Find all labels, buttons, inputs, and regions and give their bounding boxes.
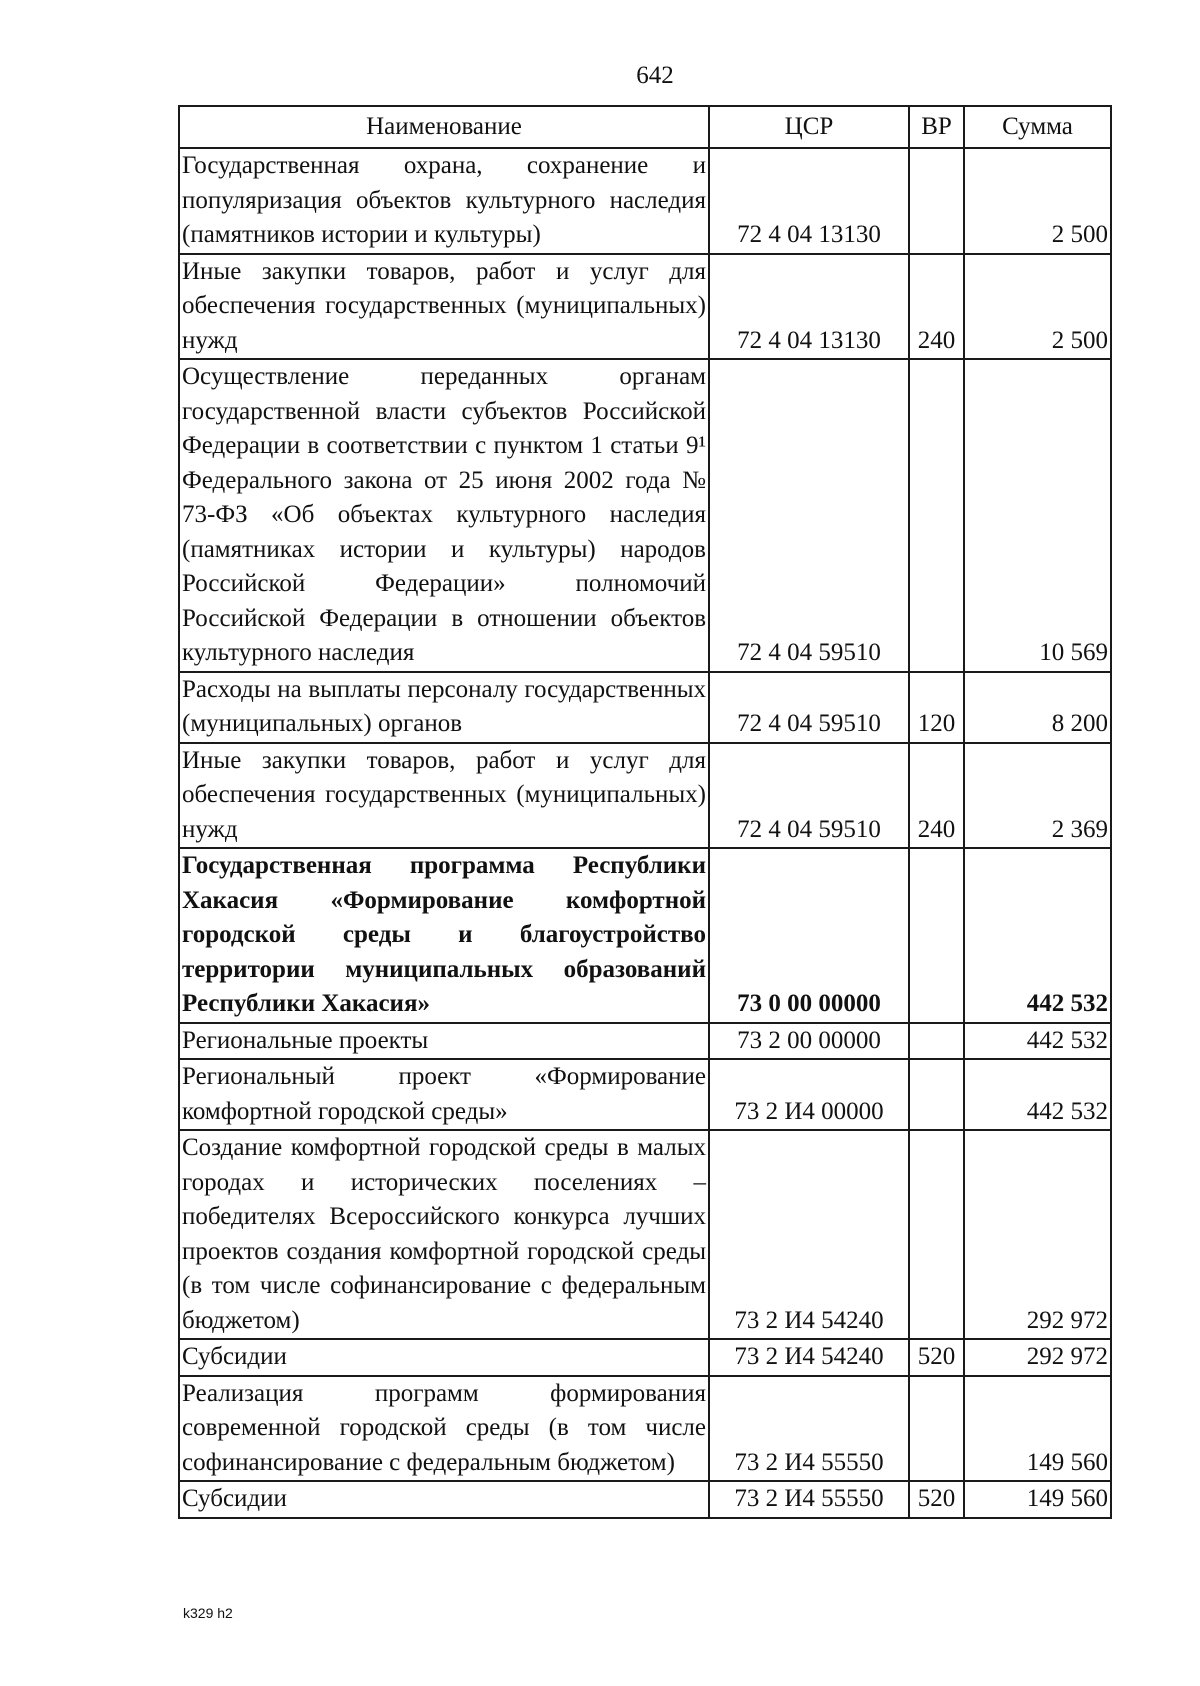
row-name-cell: Расходы на выплаты персоналу государственных (муниципальных) органов [179, 672, 709, 743]
row-sum-cell: 10 569 [964, 359, 1111, 672]
row-name-cell: Реализация программ формирования современной городской среды (в том числе софинансирование с федеральным бюджетом) [179, 1376, 709, 1482]
row-vr-cell [909, 1023, 964, 1060]
footer-code: k329 h2 [183, 1605, 233, 1621]
row-csr-cell: 72 4 04 59510 [709, 359, 909, 672]
row-sum-cell: 292 972 [964, 1130, 1111, 1339]
row-vr-cell [909, 148, 964, 254]
row-vr-cell: 240 [909, 743, 964, 849]
table-row [179, 672, 1111, 743]
row-sum-cell: 2 500 [964, 148, 1111, 254]
row-csr-cell: 72 4 04 59510 [709, 672, 909, 743]
table-row [179, 743, 1111, 849]
row-vr-cell: 240 [909, 254, 964, 360]
row-name-cell: Региональный проект «Формирование комфортной городской среды» [179, 1059, 709, 1130]
row-name-cell: Иные закупки товаров, работ и услуг для обеспечения государственных (муниципальных) нужд [179, 254, 709, 360]
row-name-cell: Государственная охрана, сохранение и популяризация объектов культурного наследия (памятников истории и культуры) [179, 148, 709, 254]
table-row [179, 1339, 1111, 1376]
row-sum-cell: 292 972 [964, 1339, 1111, 1376]
table-row [179, 1059, 1111, 1130]
table-row [179, 254, 1111, 360]
header-sum: Сумма [964, 106, 1111, 148]
page-number: 642 [636, 62, 674, 89]
row-sum-cell: 442 532 [964, 848, 1111, 1023]
table-row [179, 848, 1111, 1023]
table-row [179, 1376, 1111, 1482]
row-sum-cell: 149 560 [964, 1481, 1111, 1518]
row-name-cell: Иные закупки товаров, работ и услуг для обеспечения государственных (муниципальных) нужд [179, 743, 709, 849]
table-row [179, 1481, 1111, 1518]
row-name-cell: Региональные проекты [179, 1023, 709, 1060]
row-vr-cell [909, 1130, 964, 1339]
table-row [179, 359, 1111, 672]
row-sum-cell: 149 560 [964, 1376, 1111, 1482]
row-vr-cell [909, 359, 964, 672]
row-vr-cell [909, 1059, 964, 1130]
table-row [179, 148, 1111, 254]
row-csr-cell: 73 2 И4 00000 [709, 1059, 909, 1130]
row-sum-cell: 442 532 [964, 1023, 1111, 1060]
row-name-cell: Субсидии [179, 1481, 709, 1518]
header-name: Наименование [179, 106, 709, 148]
row-csr-cell: 73 2 И4 54240 [709, 1130, 909, 1339]
row-vr-cell [909, 1376, 964, 1482]
row-name-cell: Государственная программа Республики Хакасия «Формирование комфортной городской среды и благоустройство территории муниципальных образований Республики Хакасия» [179, 848, 709, 1023]
table-row [179, 1130, 1111, 1339]
row-csr-cell: 73 2 И4 54240 [709, 1339, 909, 1376]
row-name-cell: Создание комфортной городской среды в малых городах и исторических поселениях – победителях Всероссийского конкурса лучших проектов создания комфортной городской среды (в том числе софинансирование с федеральным бюджетом) [179, 1130, 709, 1339]
row-name-cell: Субсидии [179, 1339, 709, 1376]
table-row [179, 1023, 1111, 1060]
row-vr-cell [909, 848, 964, 1023]
row-csr-cell: 72 4 04 59510 [709, 743, 909, 849]
row-vr-cell: 520 [909, 1339, 964, 1376]
row-sum-cell: 2 500 [964, 254, 1111, 360]
row-vr-cell: 520 [909, 1481, 964, 1518]
row-name-cell: Осуществление переданных органам государственной власти субъектов Российской Федерации в соответствии с пунктом 1 статьи 9¹ Федерального закона от 25 июня 2002 года № 73-ФЗ «Об объектах культурного наследия (памятниках истории и культуры) народов Российской Федерации» полномочий Российской Федерации в отношении объектов культурного наследия [179, 359, 709, 672]
header-vr: ВР [909, 106, 964, 148]
row-sum-cell: 442 532 [964, 1059, 1111, 1130]
budget-table [178, 105, 1112, 1519]
row-csr-cell: 73 0 00 00000 [709, 848, 909, 1023]
row-csr-cell: 73 2 И4 55550 [709, 1481, 909, 1518]
row-sum-cell: 2 369 [964, 743, 1111, 849]
header-csr: ЦСР [709, 106, 909, 148]
row-sum-cell: 8 200 [964, 672, 1111, 743]
row-csr-cell: 73 2 И4 55550 [709, 1376, 909, 1482]
row-vr-cell: 120 [909, 672, 964, 743]
row-csr-cell: 73 2 00 00000 [709, 1023, 909, 1060]
row-csr-cell: 72 4 04 13130 [709, 254, 909, 360]
row-csr-cell: 72 4 04 13130 [709, 148, 909, 254]
table-header-row [179, 106, 1111, 148]
table-body [179, 148, 1111, 1518]
